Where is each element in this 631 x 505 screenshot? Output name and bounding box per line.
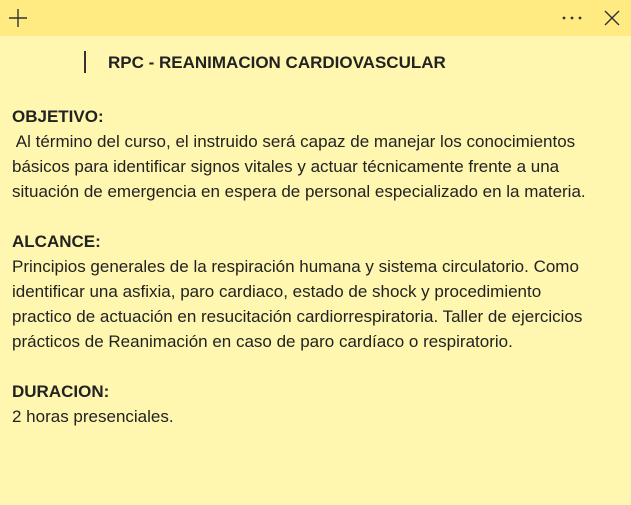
ellipsis-icon <box>561 13 583 23</box>
blank-line <box>12 354 622 379</box>
section-line: Principios generales de la respiración humana y sistema circulatorio. Como <box>12 257 579 276</box>
section-line: situación de emergencia en espera de personal especializado en la materia. <box>12 182 586 201</box>
section-line: básicos para identificar signos vitales y actuar técnicamente frente a una <box>12 157 560 176</box>
section-line: Al término del curso, el instruido será capaz de manejar los conocimientos <box>12 132 576 151</box>
section-line: 2 horas presenciales. <box>12 407 174 426</box>
close-icon <box>603 9 621 27</box>
plus-icon <box>7 7 29 29</box>
menu-button[interactable] <box>554 0 590 36</box>
text-cursor <box>84 51 86 73</box>
section-objetivo <box>12 104 622 204</box>
new-note-button[interactable] <box>0 0 36 36</box>
section-line: prácticos de Reanimación en caso de paro cardíaco o respiratorio. <box>12 332 513 351</box>
section-duracion <box>12 379 622 429</box>
title-bar[interactable] <box>0 0 631 36</box>
section-line: practico de actuación en resucitación cardiorrespiratoria. Taller de ejercicios <box>12 307 583 326</box>
note-title: RPC - REANIMACION CARDIOVASCULAR <box>108 53 446 72</box>
section-heading: OBJETIVO: <box>12 107 104 126</box>
note-editor[interactable] <box>12 36 622 429</box>
close-button[interactable] <box>594 0 630 36</box>
section-line: identificar una asfixia, paro cardiaco, estado de shock y procedimiento <box>12 282 542 301</box>
title-line[interactable] <box>12 50 622 76</box>
section-heading: DURACION: <box>12 382 110 401</box>
blank-line <box>12 204 622 229</box>
section-alcance <box>12 229 622 354</box>
section-heading: ALCANCE: <box>12 232 101 251</box>
